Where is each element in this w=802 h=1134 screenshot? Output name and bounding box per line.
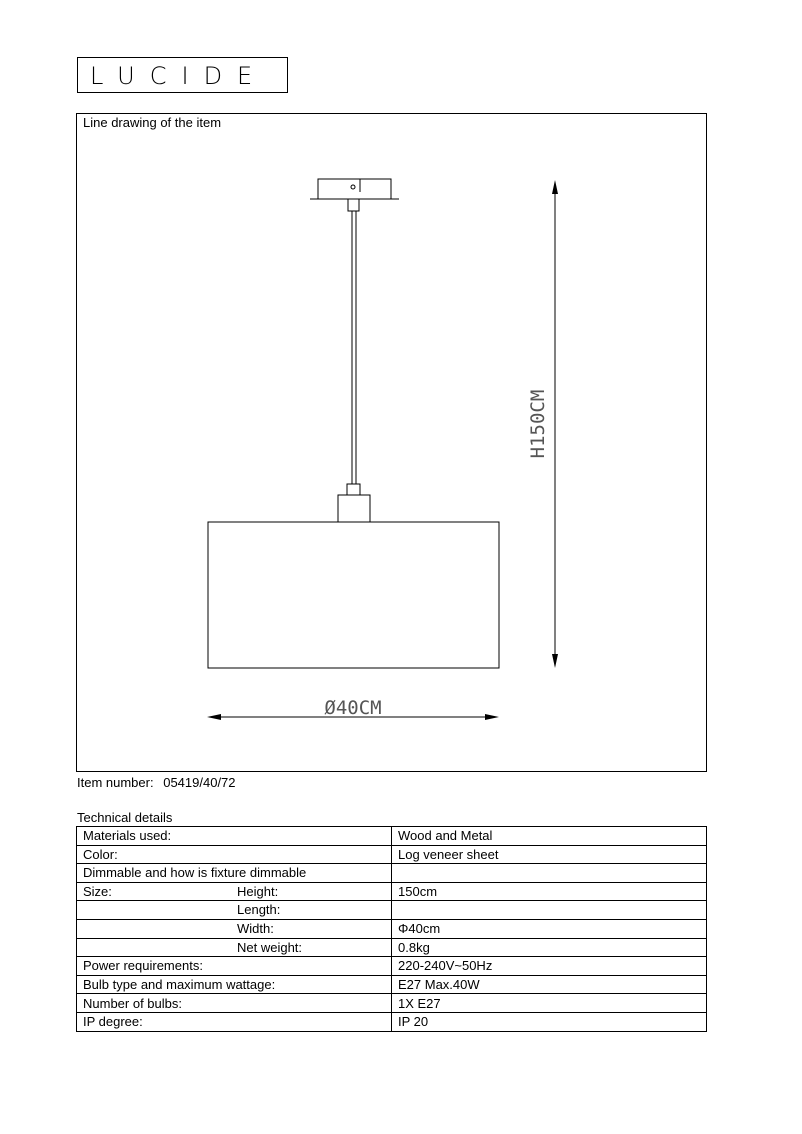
row-label-cell <box>77 994 392 1013</box>
row-label-cell <box>77 882 392 901</box>
height-arrow-bottom <box>552 654 558 668</box>
row-label: Power requirements: <box>83 958 203 974</box>
row-label-cell <box>77 957 392 976</box>
row-label-cell <box>77 1012 392 1031</box>
table-row <box>77 938 707 957</box>
row-label-cell <box>77 901 392 920</box>
row-label-cell <box>77 845 392 864</box>
row-label: Bulb type and maximum wattage: <box>83 977 276 993</box>
drawing-label: Line drawing of the item <box>83 115 222 130</box>
row-value: 1X E27 <box>392 994 707 1013</box>
row-value: Φ40cm <box>392 919 707 938</box>
row-value: E27 Max.40W <box>392 975 707 994</box>
table-row <box>77 994 707 1013</box>
technical-details-table <box>76 826 707 1032</box>
table-row <box>77 864 707 883</box>
item-number <box>77 775 236 790</box>
row-value: Log veneer sheet <box>392 845 707 864</box>
row-label: Size: <box>83 884 112 900</box>
table-row <box>77 901 707 920</box>
item-number-label: Item number: <box>77 775 154 790</box>
width-dimension-label: Ø40CM <box>324 697 382 719</box>
table-row <box>77 975 707 994</box>
row-value: 0.8kg <box>392 938 707 957</box>
row-label-cell <box>77 919 392 938</box>
table-row <box>77 827 707 846</box>
row-value: 150cm <box>392 882 707 901</box>
cord-grip <box>348 199 359 211</box>
row-label-cell <box>77 827 392 846</box>
brand-logo-text: LUCIDE <box>90 62 268 90</box>
table-row <box>77 1012 707 1031</box>
lamp-holder <box>338 495 370 522</box>
row-value <box>392 901 707 920</box>
table-row <box>77 882 707 901</box>
row-value: IP 20 <box>392 1012 707 1031</box>
canopy-screw <box>351 185 355 189</box>
width-arrow-right <box>485 714 499 720</box>
table-row <box>77 957 707 976</box>
technical-details-title: Technical details <box>77 810 173 825</box>
height-dimension-label: H150CM <box>527 389 549 459</box>
row-sublabel: Length: <box>237 902 281 918</box>
table-row <box>77 919 707 938</box>
row-label: Dimmable and how is fixture dimmable <box>83 865 307 881</box>
row-label: Materials used: <box>83 828 172 844</box>
row-sublabel: Height: <box>237 883 279 899</box>
row-value <box>392 864 707 883</box>
holder-top <box>347 484 360 495</box>
row-sublabel: Net weight: <box>237 939 303 955</box>
row-sublabel: Width: <box>237 920 274 936</box>
table-row <box>77 845 707 864</box>
lamp-shade <box>208 522 499 668</box>
height-arrow-top <box>552 180 558 194</box>
width-arrow-left <box>207 714 221 720</box>
row-label-cell <box>77 938 392 957</box>
row-value: 220-240V~50Hz <box>392 957 707 976</box>
row-label: Color: <box>83 846 118 862</box>
row-label: IP degree: <box>83 1014 143 1030</box>
item-number-value: 05419/40/72 <box>163 775 236 790</box>
row-value: Wood and Metal <box>392 827 707 846</box>
row-label-cell <box>77 975 392 994</box>
row-label: Number of bulbs: <box>83 995 182 1011</box>
row-label-cell <box>77 864 392 883</box>
